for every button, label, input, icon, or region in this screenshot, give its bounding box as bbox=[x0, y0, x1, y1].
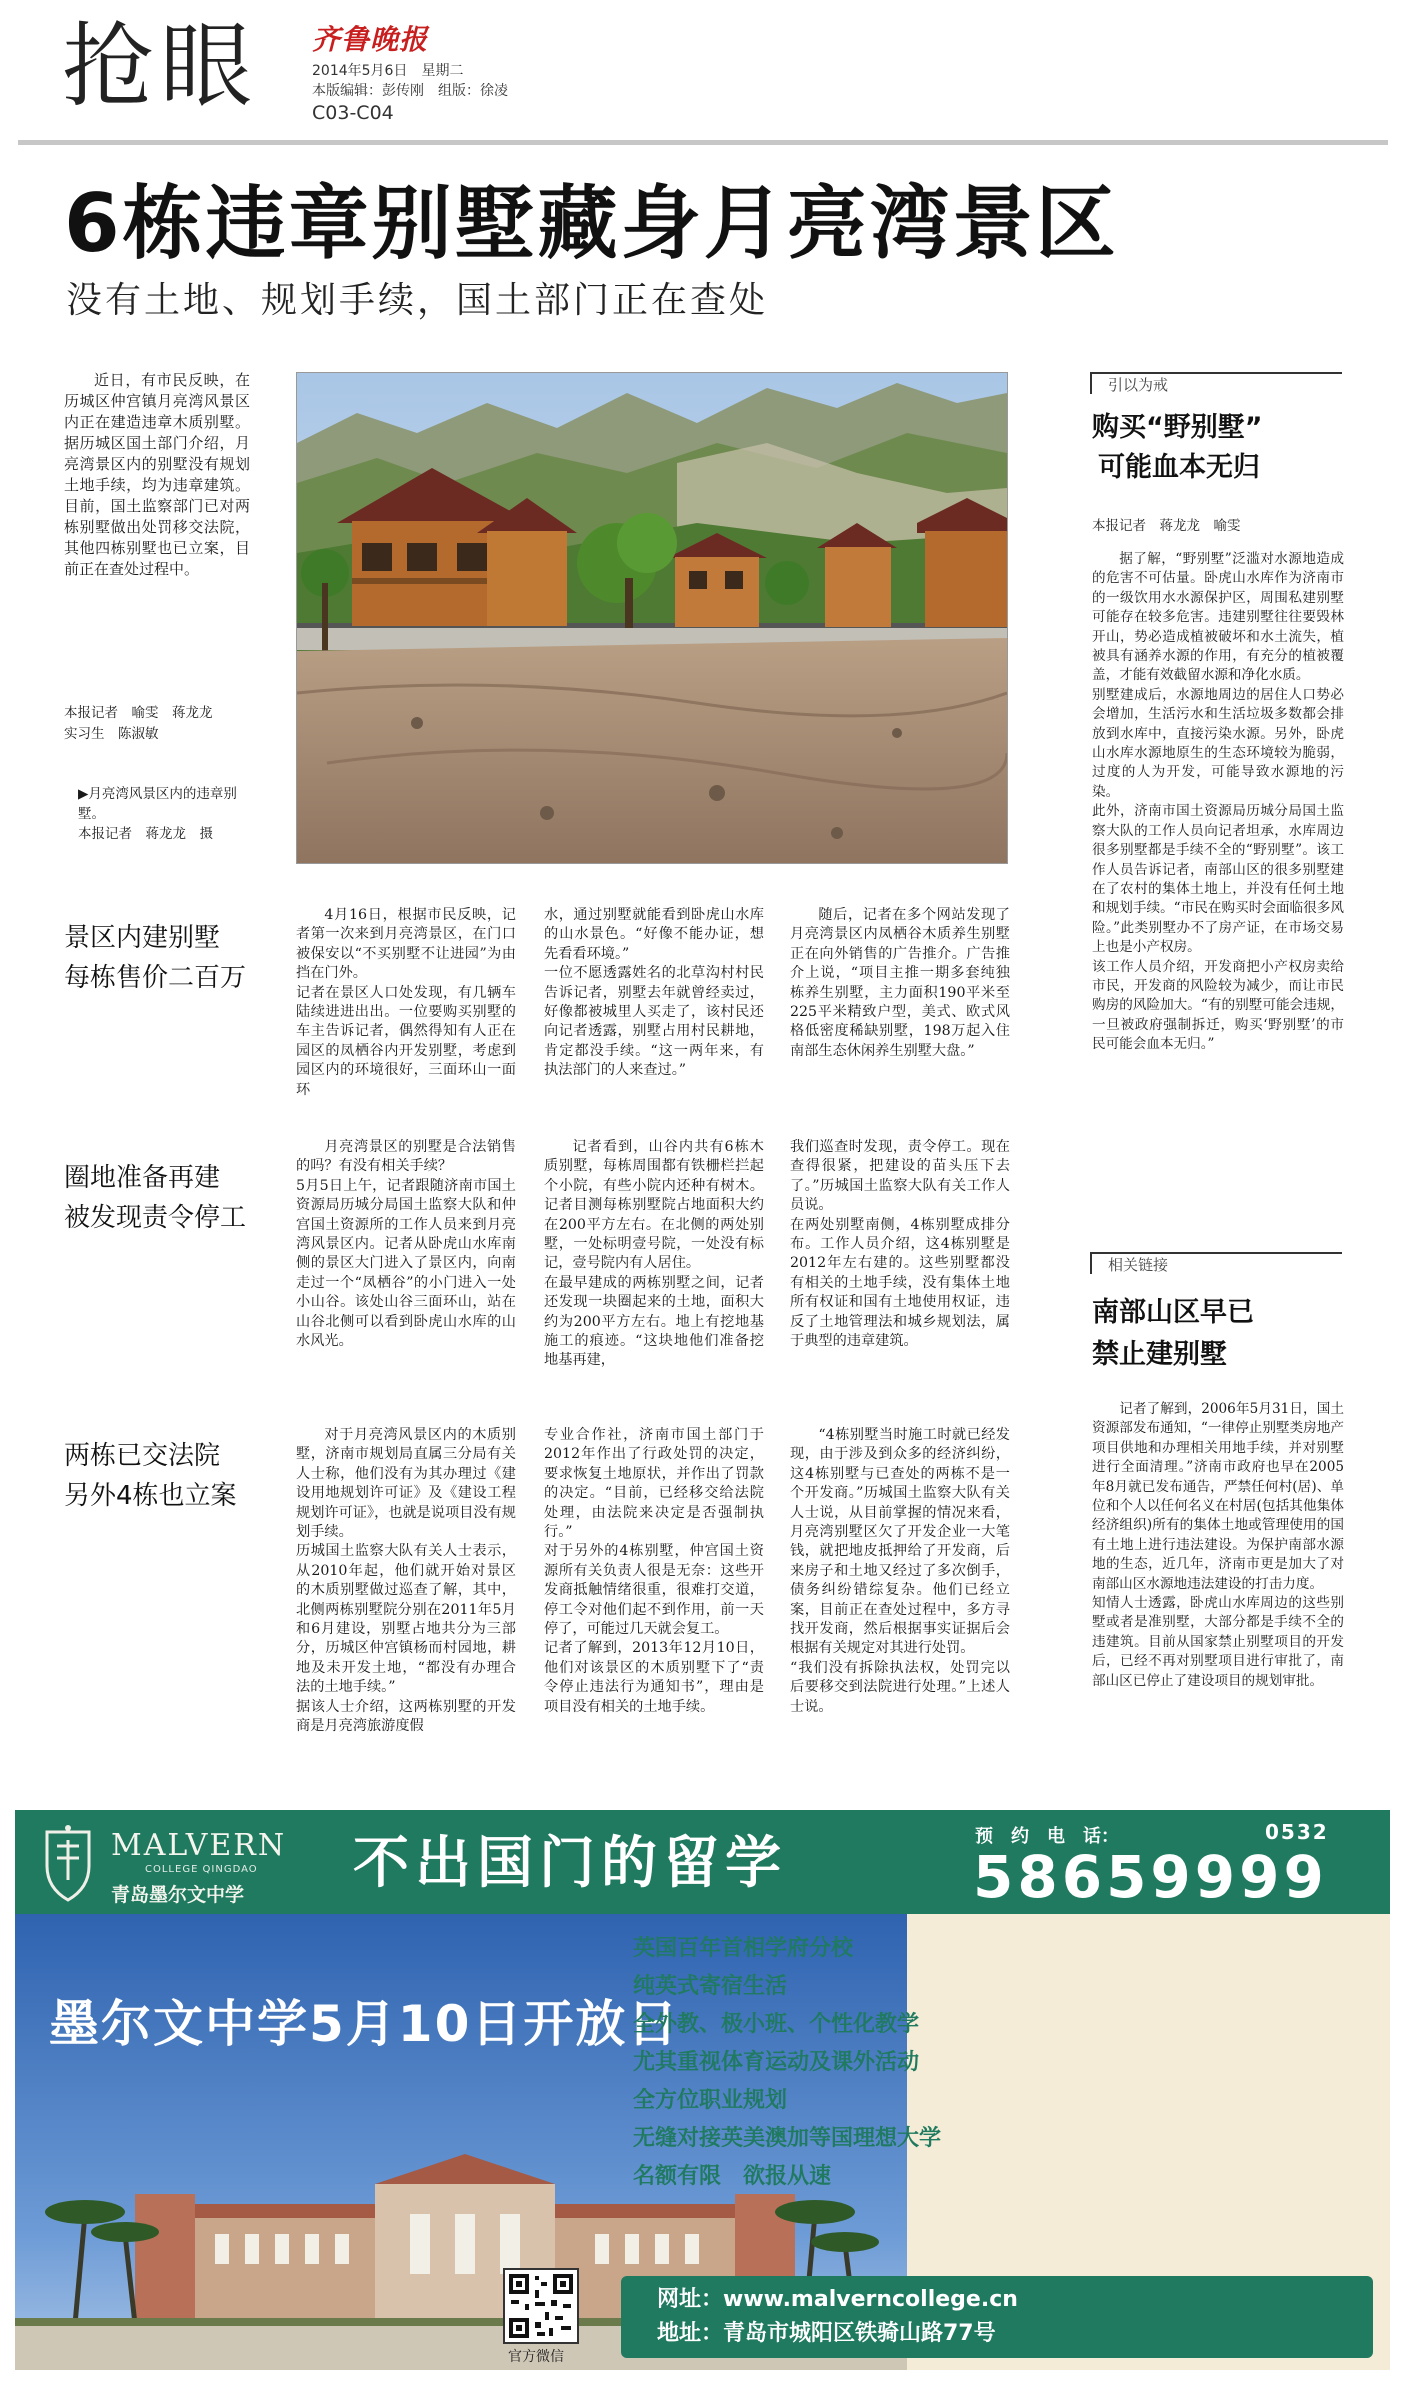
brand-name: MALVERN bbox=[111, 1828, 287, 1863]
villa-scene-illustration bbox=[297, 373, 1007, 863]
section-title: 抢眼 bbox=[62, 13, 259, 120]
sidebar1-title bbox=[1092, 408, 1263, 488]
lead-text: 近日，有市民反映，在历城区仲宫镇月亮湾风景区内正在建造违章木质别墅。据历城区国土部门介绍，月亮湾景区内的别墅没有规划土地手续，均为违章建筑。目前，国土监察部门已对两栋别墅做出处罚移交法院，其他四栋别墅也已立案，目前正在查处过程中。 bbox=[64, 371, 250, 578]
brand-sub: COLLEGE QINGDAO bbox=[145, 1864, 258, 1875]
ad-slogan: 不出国门的留学 bbox=[353, 1830, 787, 1896]
section1-heading bbox=[64, 918, 294, 998]
section1-col3-text: 随后，记者在多个网站发现了月亮湾景区内凤栖谷木质养生别墅正在向外销售的广告推介。广告推介上说，“项目主推一期多套纯独栋养生别墅，主力面积190平米至225平米精致户型，美式、欧式风格低密度稀缺别墅，198万起入住南部生态休闲养生别墅大盘。” bbox=[790, 907, 1010, 1059]
phone-label: 预 约 电 话： bbox=[975, 1826, 1119, 1847]
sidebar2-title bbox=[1092, 1292, 1254, 1376]
photo-caption bbox=[78, 784, 258, 844]
section2-col3 bbox=[790, 1138, 1010, 1351]
headline-title: 6栋违章别墅藏身月亮湾景区 bbox=[64, 177, 1119, 270]
section1-heading-line1: 景区内建别墅 bbox=[64, 923, 221, 953]
sidebar2-title-line2: 禁止建别墅 bbox=[1092, 1339, 1227, 1370]
sidebar2-body bbox=[1092, 1400, 1344, 1691]
feature-item: 无缝对接英美澳加等国理想大学 bbox=[633, 2126, 942, 2151]
masthead bbox=[0, 0, 1409, 150]
photo-credit: 本报记者 蒋龙龙 摄 bbox=[78, 826, 213, 842]
feature-item: 名额有限 欲报从速 bbox=[633, 2164, 832, 2189]
section2-col2-text: 记者看到，山谷内共有6栋木质别墅，每栋周围都有铁栅栏拦起个小院，有些小院内还种有树木。记者目测每栋别墅院占地面积大约在200平方左右。在北侧的两处别墅，一处标明壹号院，一处没有标记，壹号院内有人居住。 在最早建成的两栋别墅之间，记者还发现一块圈起来的土地，面积大约为200平方左右。地上有挖地基施工的痕迹。“这块地他们准备挖地基再建， bbox=[544, 1139, 764, 1369]
masthead-rule bbox=[18, 140, 1388, 145]
lead-byline bbox=[64, 703, 254, 745]
page-range: C03-C04 bbox=[312, 102, 394, 124]
headline-subtitle: 没有土地、规划手续，国土部门正在查处 bbox=[66, 280, 769, 321]
sidebar2-label: 相关链接 bbox=[1108, 1256, 1169, 1274]
editor-line: 本版编辑：彭传刚 组版：徐凌 bbox=[312, 83, 508, 99]
section3-col3 bbox=[790, 1426, 1010, 1717]
section1-col2 bbox=[544, 906, 764, 1081]
sidebar1-title-line2: 可能血本无归 bbox=[1098, 452, 1260, 483]
section3-col1-text: 对于月亮湾风景区内的木质别墅，济南市规划局直属三分局有关人士称，他们没有为其办理过《建设用地规划许可证》及《建设工程规划许可证》，也就是说项目没有规划手续。 历城国土监察大队有关人士表示，从2010年起，他们就开始对景区的木质别墅做过巡查了解，其中，北侧两栋别墅院分别在2011年5月和6月建设，别墅占地共分为三部分，历城区仲宫镇杨而村园地，耕地及未开发土地，“都没有办理合法的土地手续。” 据该人士介绍，这两栋别墅的开发商是月亮湾旅游度假 bbox=[296, 1427, 516, 1735]
website[interactable]: 网址：www.malverncollege.cn bbox=[657, 2287, 1018, 2312]
qr-code bbox=[503, 2268, 579, 2344]
sidebar2-title-line1: 南部山区早已 bbox=[1092, 1297, 1254, 1328]
section1-col1 bbox=[296, 906, 516, 1100]
crest-icon bbox=[41, 1824, 95, 1904]
feature-item: 纯英式寄宿生活 bbox=[633, 1974, 788, 1999]
feature-item: 尤其重视体育运动及课外活动 bbox=[633, 2050, 920, 2075]
section2-col3-text: 我们巡查时发现，责令停工。现在查得很紧，把建设的苗头压下去了。”历城国土监察大队有关工作人员说。 在两处别墅南侧，4栋别墅成排分布。工作人员介绍，这4栋别墅是2012年左右建的。这些别墅都没有相关的土地手续，没有集体土地所有权证和国有土地使用权证，违反了土地管理法和城乡规划法，属于典型的违章建筑。 bbox=[790, 1139, 1010, 1350]
section3-heading-line1: 两栋已交法院 bbox=[64, 1441, 221, 1471]
section3-col2-text: 专业合作社，济南市国土部门于2012年作出了行政处罚的决定，要求恢复土地原状，并作出了罚款的决定。“目前，已经移交给法院处理，由法院来决定是否强制执行。” 对于另外的4栋别墅，仲宫国土资源所有关负责人很是无奈：这些开发商抵触情绪很重，很难打交道，停工令对他们起不到作用，前一天停了，可能过几天就会复工。 记者了解到，2013年12月10日，他们对该景区的木质别墅下了“责令停止违法行为通知书”，理由是项目没有相关的土地手续。 bbox=[544, 1427, 764, 1715]
byline-reporters: 本报记者 喻雯 蒋龙龙 bbox=[64, 705, 213, 721]
byline-intern: 实习生 陈淑敏 bbox=[64, 726, 159, 742]
section2-col1-text: 月亮湾景区的别墅是合法销售的吗？有没有相关手续？ 5月5日上午，记者跟随济南市国土资源局历城分局国土监察大队和仲宫国土资源所的工作人员来到月亮湾风景区内。记者从卧虎山水库南侧的景区大门进入了景区内，向南走过一个“凤栖谷”的小门进入一处小山谷。该处山谷三面环山，站在山谷北侧可以看到卧虎山水库的山水风光。 bbox=[296, 1139, 516, 1350]
section2-heading-line2: 被发现责令停工 bbox=[64, 1203, 247, 1233]
open-day-banner: 墨尔文中学5月10日开放日 bbox=[49, 1995, 680, 2053]
villa-photo bbox=[296, 372, 1008, 864]
sidebar2-body-text: 记者了解到，2006年5月31日，国土资源部发布通知，“一律停止别墅类房地产项目供地和办理相关用地手续，并对别墅进行全面清理。”济南市政府也早在2005年8月就已发布通告，严禁任何村(居)、单位和个人以任何名义在村居(包括其他集体经济组织)所有的集体土地或管理使用的国有土地上进行违法建设。为保护南部水源地的生态，近几年，济南市更是加大了对南部山区水源地违法建设的打击力度。 知情人士透露，卧虎山水库周边的这些别墅或者是准别墅，大部分都是手续不全的违建筑。目前从国家禁止别墅项目的开发后，已经不再对别墅项目进行审批了，南部山区已停止了建设项目的规划审批。 bbox=[1092, 1401, 1344, 1689]
sidebar1-byline: 本报记者 蒋龙龙 喻雯 bbox=[1092, 518, 1241, 534]
section1-heading-line2: 每栋售价二百万 bbox=[64, 963, 247, 993]
section1-col3 bbox=[790, 906, 1010, 1061]
section2-heading-line1: 圈地准备再建 bbox=[64, 1163, 221, 1193]
school-name-cn: 青岛墨尔文中学 bbox=[111, 1884, 245, 1906]
section3-col2 bbox=[544, 1426, 764, 1717]
sidebar1-title-line1: 购买“野别墅” bbox=[1092, 412, 1263, 443]
section3-heading-line2: 另外4栋也立案 bbox=[64, 1481, 237, 1511]
section2-heading bbox=[64, 1158, 294, 1238]
section2-col1 bbox=[296, 1138, 516, 1351]
section1-col1-text: 4月16日，根据市民反映，记者第一次来到月亮湾景区，在门口被保安以“不买别墅不让进园”为由挡在门外。 记者在景区人口处发现，有几辆车陆续进进出出。一位要购买别墅的车主告诉记者，偶然得知有人正在园区的凤栖谷内开发别墅，考虑到园区内的环境很好，三面环山一面环 bbox=[296, 907, 516, 1098]
sidebar1-body bbox=[1092, 550, 1344, 1055]
phone-number: 58659999 bbox=[973, 1843, 1328, 1911]
lead-block bbox=[64, 370, 250, 580]
feature-item: 全外教、极小班、个性化教学 bbox=[633, 2012, 920, 2037]
area-code: 0532 bbox=[1265, 1820, 1329, 1844]
section3-col3-text: “4栋别墅当时施工时就已经发现，由于涉及到众多的经济纠纷，这4栋别墅与已查处的两栋不是一个开发商。”历城国土监察大队有关人士说，从目前掌握的情况来看，月亮湾别墅区欠了开发企业一大笔钱，就把地皮抵押给了开发商，后来房子和土地又经过了多次倒手，债务纠纷错综复杂。他们已经立案，目前正在查处过程中，多方寻找开发商，然后根据事实证据后会根据有关规定对其进行处罚。 “我们没有拆除执法权，处罚完以后要移交到法院进行处理。”上述人士说。 bbox=[790, 1427, 1010, 1715]
malvern-ad bbox=[15, 1810, 1390, 2370]
contact-box bbox=[621, 2276, 1373, 2358]
sidebar1-body-text: 据了解，“野别墅”泛滥对水源地造成的危害不可估量。卧虎山水库作为济南市的一级饮用水水源保护区，周围私建别墅可能存在较多危害。违建别墅往往要毁林开山，势必造成植被破坏和水土流失，植被具有涵养水源的作用，有充分的植被覆盖，才能有效截留水源和净化水质。 别墅建成后，水源地周边的居住人口势必会增加，生活污水和生活垃圾多数都会排放到水库中，直接污染水源。另外，卧虎山水库水源地原生的生态环境较为脆弱，过度的人为开发，可能导致水源地的污染。 此外，济南市国土资源局历城分局国土监察大队的工作人员向记者坦承，水库周边很多别墅都是手续不全的“野别墅”。该工作人员告诉记者，南部山区的很多别墅建在了农村的集体土地上，并没有任何土地和规划手续。“市民在购买时会面临很多风险。”此类别墅办不了房产证，在市场交易上也是小产权房。 该工作人员介绍，开发商把小产权房卖给市民，开发商的风险较为减少，而让市民购房的风险加大。“有的别墅可能会违规，一旦被政府强制拆迁，购买‘野别墅’的市民可能会血本无归。” bbox=[1092, 551, 1344, 1053]
caption-text: ▶月亮湾风景区内的违章别墅。 bbox=[78, 786, 237, 822]
section3-heading bbox=[64, 1436, 294, 1516]
feature-item: 全方位职业规划 bbox=[633, 2088, 788, 2113]
paper-logo: 齐鲁晚报 bbox=[312, 23, 429, 56]
section1-col2-text: 水，通过别墅就能看到卧虎山水库的山水景色。“好像不能办证，想先看看环境。” 一位不愿透露姓名的北草沟村村民告诉记者，别墅去年就曾经卖过，好像都被城里人买走了，该村民还向记者透露，别墅占用村民耕地，肯定都没手续。“这一两年来，有执法部门的人来查过。” bbox=[544, 907, 764, 1079]
feature-item: 英国百年首相学府分校 bbox=[633, 1936, 854, 1961]
section2-col2 bbox=[544, 1138, 764, 1371]
feature-list bbox=[633, 1930, 942, 2196]
section3-col1 bbox=[296, 1426, 516, 1737]
sidebar1-label: 引以为戒 bbox=[1108, 376, 1169, 394]
address: 地址：青岛市城阳区铁骑山路77号 bbox=[657, 2321, 996, 2346]
qr-caption: 官方微信 bbox=[508, 2349, 564, 2365]
date-line: 2014年5月6日 星期二 bbox=[312, 63, 464, 79]
